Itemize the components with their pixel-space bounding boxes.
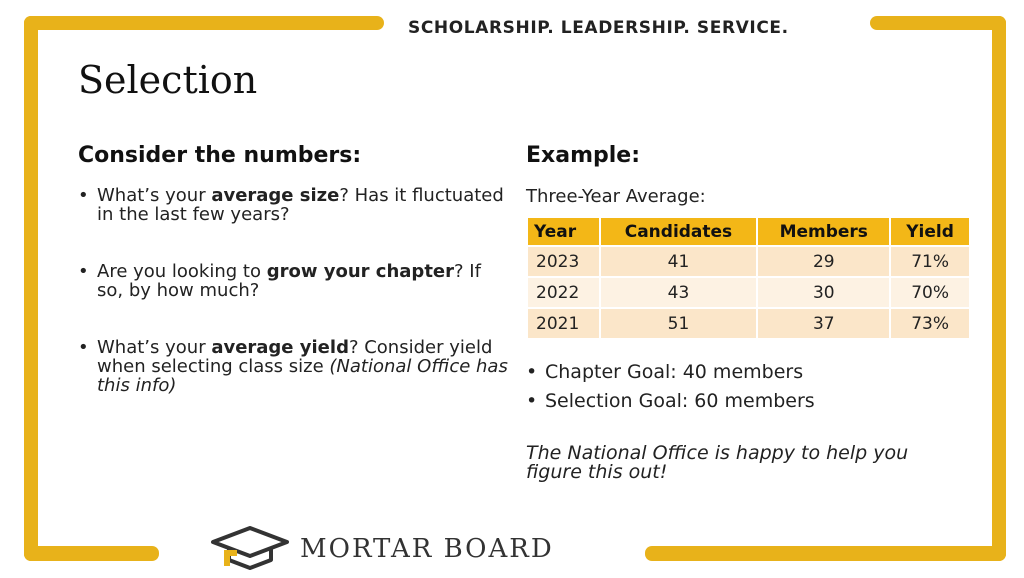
cell-yield: 71% bbox=[891, 247, 969, 276]
table-row bbox=[528, 309, 969, 338]
example-table bbox=[526, 216, 971, 340]
frame-top-right bbox=[870, 16, 1006, 30]
cell-candidates: 43 bbox=[601, 278, 757, 307]
cell-members: 37 bbox=[758, 309, 889, 338]
mortar-board-logo bbox=[205, 524, 600, 574]
list-item: • What’s your average size? Has it fluctuated in the last few years? bbox=[78, 186, 508, 224]
column-header-candidates: Candidates bbox=[601, 218, 757, 245]
logo-wordmark: MORTAR BOARD bbox=[300, 534, 554, 564]
table-row bbox=[528, 247, 969, 276]
left-heading: Consider the numbers: bbox=[78, 143, 362, 168]
mortarboard-cap-icon bbox=[205, 524, 295, 574]
cell-candidates: 41 bbox=[601, 247, 757, 276]
cell-year: 2022 bbox=[528, 278, 599, 307]
column-header-members: Members bbox=[758, 218, 889, 245]
right-heading: Example: bbox=[526, 143, 640, 168]
cell-year: 2021 bbox=[528, 309, 599, 338]
tagline: SCHOLARSHIP. LEADERSHIP. SERVICE. bbox=[408, 18, 789, 38]
list-item: • Chapter Goal: 40 members bbox=[526, 358, 815, 387]
example-subheading: Three-Year Average: bbox=[526, 186, 706, 207]
frame-right bbox=[992, 16, 1006, 561]
table-header-row bbox=[528, 218, 969, 245]
cell-year: 2023 bbox=[528, 247, 599, 276]
column-header-year: Year bbox=[528, 218, 599, 245]
list-item: • Selection Goal: 60 members bbox=[526, 387, 815, 416]
frame-bottom-left bbox=[24, 546, 159, 561]
table-row bbox=[528, 278, 969, 307]
column-header-yield: Yield bbox=[891, 218, 969, 245]
list-item: • What’s your average yield? Consider yield when selecting class size (National Office has this info) bbox=[78, 338, 508, 395]
cell-members: 30 bbox=[758, 278, 889, 307]
goals-list bbox=[526, 358, 815, 416]
frame-bottom-right bbox=[645, 546, 1006, 561]
considerations-list bbox=[78, 186, 508, 395]
cell-members: 29 bbox=[758, 247, 889, 276]
cell-yield: 70% bbox=[891, 278, 969, 307]
help-note: The National Office is happy to help you figure this out! bbox=[526, 442, 909, 483]
frame-top-left bbox=[24, 16, 384, 30]
cell-yield: 73% bbox=[891, 309, 969, 338]
frame-left bbox=[24, 16, 38, 561]
page-title: Selection bbox=[78, 58, 258, 102]
cell-candidates: 51 bbox=[601, 309, 757, 338]
list-item: • Are you looking to grow your chapter? If so, by how much? bbox=[78, 262, 508, 300]
